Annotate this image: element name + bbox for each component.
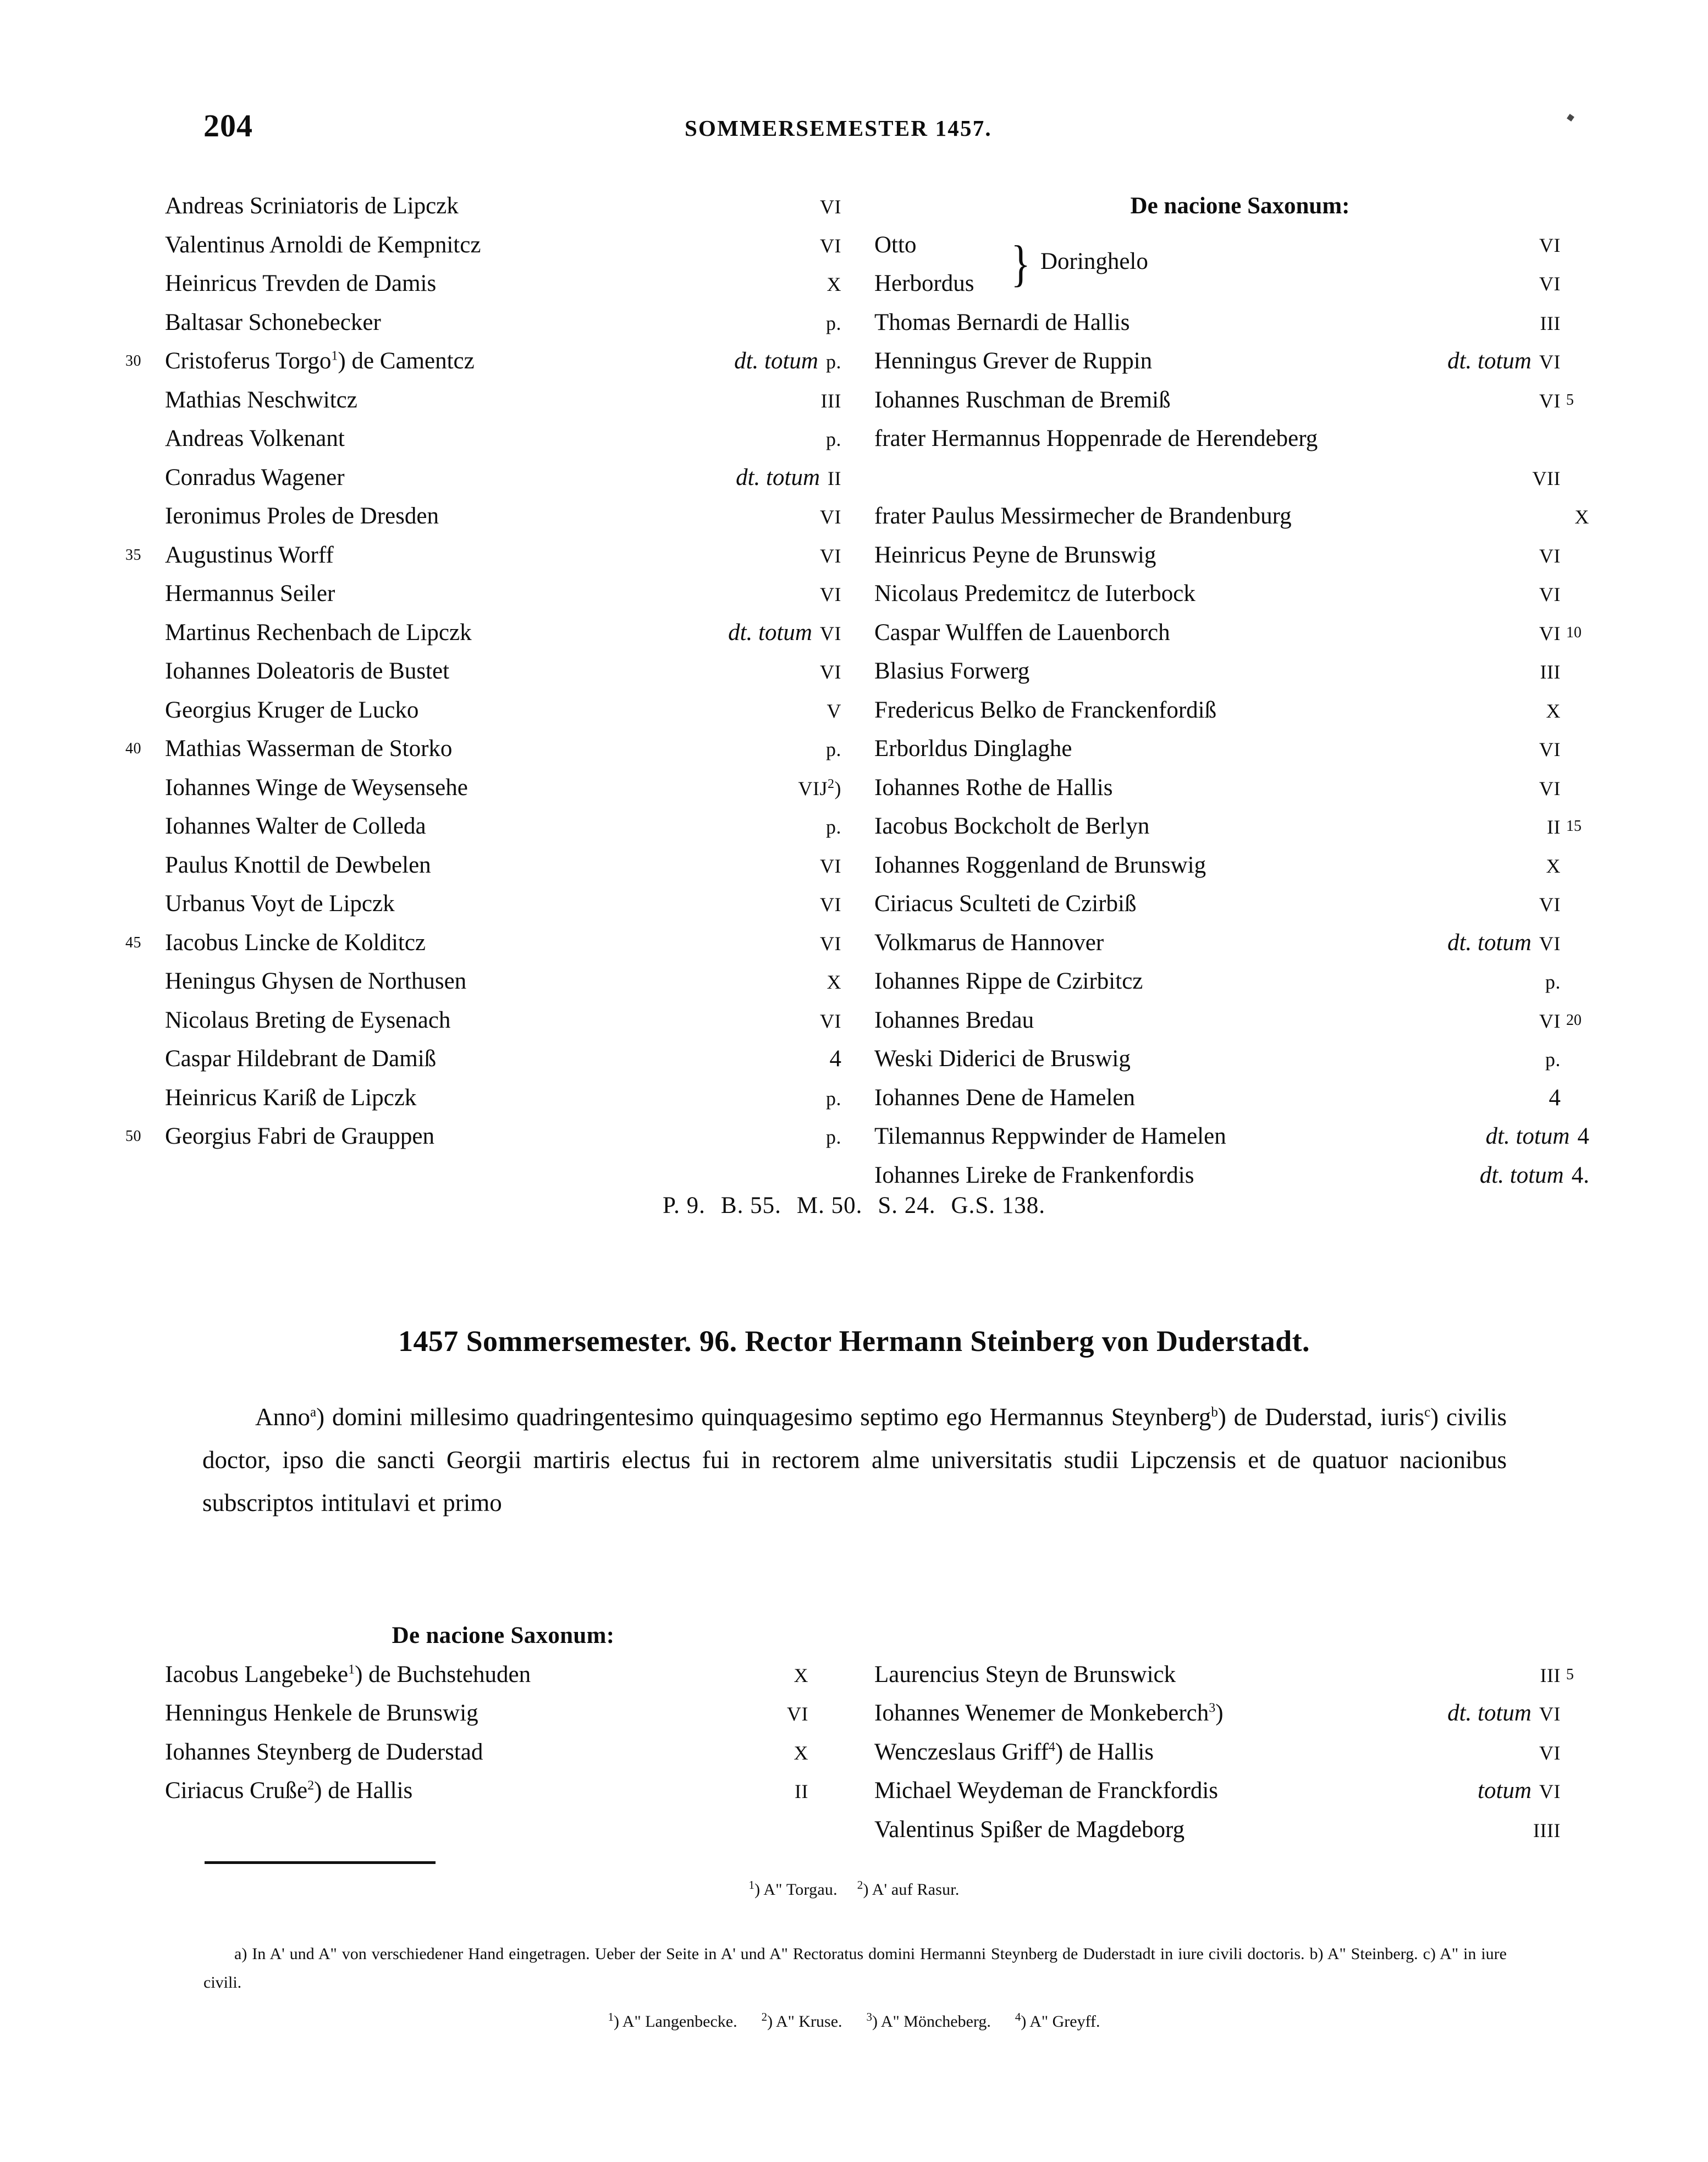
fee-value: VI — [1539, 1703, 1561, 1725]
entry-name: Henningus Henkele de Brunswig — [165, 1700, 478, 1726]
register-entry — [874, 1117, 1606, 1156]
register-entry — [874, 304, 1606, 343]
fee-value: p. — [826, 351, 841, 373]
fee-value: VI — [1539, 1741, 1561, 1764]
fee-value: X — [827, 971, 841, 993]
fee-value: VI — [1539, 1780, 1561, 1802]
fee-value: p. — [1545, 971, 1561, 993]
entry-name: Ciriacus Cruße$^2$) de Hallis — [165, 1778, 413, 1803]
fee-value: VIJ$^2$) — [798, 776, 841, 799]
line-number: 35 — [125, 546, 141, 564]
entry-fee — [1325, 1156, 1589, 1195]
entry-name: Iohannes Walter de Colleda — [165, 813, 426, 839]
entry-name: Erborldus Dinglaghe — [874, 736, 1072, 762]
register-entry — [125, 730, 841, 769]
fee-value: VI — [820, 196, 841, 218]
entry-name: Conradus Wagener — [165, 464, 345, 490]
entry-fee — [1324, 304, 1561, 343]
register-entry — [165, 226, 841, 265]
entry-fee — [1324, 1079, 1561, 1118]
footnote-item: $^3$) A" Möncheberg. — [866, 2010, 991, 2031]
entry-fee — [1325, 1117, 1589, 1156]
section-heading: 1457 Sommersemester. 96. Rector Hermann Steinberg von Duderstadt. — [398, 1325, 1310, 1358]
entry-name: Cristoferus Torgo$^1$) de Camentcz — [165, 348, 475, 374]
entry-name: Andreas Volkenant — [165, 426, 345, 451]
entry-fee — [1324, 924, 1561, 963]
fee-value: p. — [826, 312, 841, 334]
brace-name-first: Otto — [874, 231, 917, 258]
entry-fee — [588, 1733, 808, 1773]
register-entry — [165, 1656, 841, 1695]
entry-fee — [1324, 1040, 1561, 1079]
register-entry — [874, 1040, 1606, 1079]
fee-value: X — [827, 273, 841, 295]
entry-fee — [610, 264, 841, 304]
register-entry — [165, 962, 841, 1001]
register-entry — [165, 187, 841, 226]
entry-fee — [1325, 497, 1589, 537]
footnote-separator-rule — [205, 1861, 436, 1864]
footnote-item: $^1$) A" Langenbecke. — [608, 2010, 737, 2031]
footnote-ref: 3 — [1209, 1701, 1216, 1716]
entry-name: Tilemannus Reppwinder de Hamelen — [874, 1123, 1226, 1149]
fee-note: dt. totum — [1447, 929, 1531, 956]
register-entry — [874, 652, 1606, 691]
entry-name: Ieronimus Proles de Dresden — [165, 503, 439, 529]
footnote-ref-c: c — [1424, 1405, 1431, 1420]
footnote-ref-a: a — [310, 1405, 317, 1420]
brace-group — [874, 226, 1606, 304]
footnote-item: $^2$) A" Kruse. — [761, 2010, 842, 2031]
fee-value: II — [1547, 816, 1561, 838]
register-entry — [165, 1040, 841, 1079]
register-entry — [125, 924, 841, 963]
entry-fee — [1302, 1694, 1561, 1734]
register-entry — [125, 536, 841, 575]
line-number: 50 — [125, 1128, 141, 1145]
entry-fee — [610, 381, 841, 421]
register-entry — [874, 1772, 1606, 1811]
fee-value: X — [794, 1741, 808, 1764]
register-entry — [874, 885, 1606, 924]
fee-value: III — [1540, 661, 1561, 683]
register-right-column — [874, 187, 1606, 1195]
entry-name: Nicolaus Breting de Eysenach — [165, 1007, 451, 1033]
register-summary-line — [0, 1192, 1708, 1219]
entry-fee — [610, 459, 841, 498]
register-entry — [165, 614, 841, 653]
register-entry — [165, 691, 841, 730]
register-entry — [874, 1079, 1606, 1118]
entry-name: Laurencius Steyn de Brunswick — [874, 1661, 1176, 1687]
summary-token: G.S. 138. — [951, 1193, 1045, 1218]
fee-value: III — [820, 389, 841, 412]
footnote-ref: 1 — [748, 1878, 755, 1891]
line-number: 5 — [1566, 391, 1574, 409]
fee-value: VII — [1532, 467, 1561, 489]
entry-name: Iacobus Langebeke$^1$) de Buchstehuden — [165, 1661, 531, 1687]
fee-value: V — [827, 699, 841, 722]
entry-fee — [588, 1772, 808, 1811]
entry-name: Iohannes Doleatoris de Bustet — [165, 658, 450, 684]
entry-fee — [610, 691, 841, 731]
fee-value: II — [828, 467, 841, 489]
entry-name: Weski Diderici de Bruswig — [874, 1046, 1131, 1072]
fee-note: totum — [1478, 1778, 1531, 1803]
brace-name-second: Herbordus — [874, 271, 974, 296]
entry-name: Martinus Rechenbach de Lipczk — [165, 619, 472, 646]
register-entry — [165, 885, 841, 924]
entry-name: Iohannes Dene de Hamelen — [874, 1084, 1135, 1111]
line-number: 45 — [125, 934, 141, 951]
fee-value: VI — [1539, 583, 1561, 605]
folio-number: 204 — [203, 108, 253, 144]
entry-name: Iohannes Rippe de Czirbitcz — [874, 968, 1143, 994]
register-entry — [165, 459, 841, 498]
fee-value: VI — [820, 854, 841, 877]
running-title: SOMMERSEMESTER 1457. — [685, 115, 992, 141]
register-entry — [165, 381, 841, 420]
fee-value: X — [1546, 854, 1561, 877]
entry-fee — [610, 885, 841, 924]
entry-name: Mathias Neschwitcz — [165, 387, 357, 413]
register-entry — [165, 846, 841, 885]
entry-fee — [1324, 769, 1561, 808]
register-entry — [874, 614, 1606, 653]
footnote-lettered-text: a) In A' und A" von verschiedener Hand eingetragen. Ueber der Seite in A' und A" Rectoratus domini Hermanni Steynberg de Duderstadt in iure civili doctoris. b) A" Steinberg. c) A" in iure civili. — [203, 1945, 1507, 1992]
summary-token: M. 50. — [796, 1193, 863, 1218]
line-number: 20 — [1566, 1011, 1582, 1029]
register-entry — [165, 652, 841, 691]
register-entry — [874, 1694, 1606, 1733]
scan-artifact-mark — [1567, 114, 1574, 122]
register-entry — [874, 420, 1606, 497]
entry-fee — [610, 1001, 841, 1041]
register-entry — [165, 304, 841, 343]
entry-fee — [588, 1694, 808, 1734]
register-entry — [874, 769, 1606, 808]
entry-fee — [610, 1117, 841, 1157]
register-entry — [125, 1117, 841, 1156]
footnote-row-numeric-second — [0, 2012, 1708, 2031]
entry-name: Heinricus Kariß de Lipczk — [165, 1084, 417, 1111]
entry-name: Ciriacus Sculteti de Czirbiß — [874, 891, 1137, 917]
entry-fee — [1324, 652, 1561, 692]
register-entry — [165, 420, 841, 459]
fee-value: VI — [820, 583, 841, 605]
fee-value: VI — [787, 1703, 808, 1725]
entry-name: Iacobus Lincke de Kolditcz — [165, 929, 426, 956]
fee-value: X — [1574, 506, 1589, 528]
fee-value: VI — [820, 234, 841, 257]
register-entry — [125, 342, 841, 381]
entry-name: Urbanus Voyt de Lipczk — [165, 891, 395, 917]
register-entry — [874, 342, 1606, 381]
par-body-1: ) domini millesimo quadringentesimo quinquagesimo septimo ego Hermannus Steynberg$^b$) de Duderstad, iuris$^c$) civilis doctor, ipso die sancti Georgii martiris electus fui in rectorem alme universitatis studii Lipczensis et de quatuor nacionibus subscriptos intitulavi et primo — [202, 1403, 1507, 1516]
entry-fee — [1324, 730, 1561, 769]
summary-token: S. 24. — [878, 1193, 936, 1218]
register-entry — [165, 1079, 841, 1118]
footnote-row-lettered — [203, 1940, 1507, 1997]
register-entry — [165, 769, 841, 808]
fee-value: VI — [1539, 738, 1561, 760]
fee-note: dt. totum — [1485, 1123, 1570, 1149]
entry-name: Iohannes Roggenland de Brunswig — [874, 852, 1206, 878]
fee-value: 4 — [1549, 1084, 1561, 1111]
fee-note: dt. totum — [734, 348, 818, 374]
footnote-item: $^4$) A" Greyff. — [1015, 2010, 1100, 2031]
fee-note: dt. totum — [1447, 1700, 1531, 1726]
fee-value: VI — [1539, 389, 1561, 412]
entry-fee — [1324, 1001, 1561, 1041]
register-entry — [874, 924, 1606, 963]
footnote-item: $^2$) A' auf Rasur. — [857, 1878, 960, 1899]
entry-name: Fredericus Belko de Franckenfordiß — [874, 697, 1217, 723]
register2-spacer — [874, 1617, 1606, 1656]
footnote-ref: 3 — [866, 2010, 873, 2023]
entry-name: Henningus Grever de Ruppin — [874, 348, 1153, 374]
fee-value: 4. — [1571, 1162, 1589, 1188]
line-number: 5 — [1566, 1665, 1574, 1683]
entry-fee — [610, 1040, 841, 1079]
entry-fee — [1302, 1656, 1561, 1695]
fee-value: 4 — [1577, 1123, 1589, 1149]
entry-fee — [610, 924, 841, 963]
entry-name: Caspar Hildebrant de Damiß — [165, 1046, 437, 1072]
fee-value: VI — [1539, 622, 1561, 644]
line-number: 15 — [1566, 818, 1582, 835]
entry-fee — [610, 962, 841, 1002]
fee-value: VI — [820, 506, 841, 528]
entry-fee — [1302, 1733, 1561, 1773]
entry-name: Volkmarus de Hannover — [874, 929, 1104, 956]
entry-fee — [1302, 1811, 1561, 1850]
footnote-ref: 1 — [608, 2010, 614, 2023]
footnote-ref: 2 — [307, 1778, 315, 1793]
register2-nation-heading: De nacione Saxonum: — [392, 1623, 615, 1648]
entry-name: frater Paulus Messirmecher de Brandenburg — [874, 503, 1292, 529]
entry-fee — [610, 342, 841, 382]
fee-note: dt. totum — [1447, 348, 1531, 374]
line-number: 40 — [125, 740, 141, 757]
rector-statement-paragraph — [202, 1396, 1507, 1524]
entry-name: Heinricus Peyne de Brunswig — [874, 542, 1156, 568]
par-anno: Anno — [255, 1403, 310, 1431]
fee-note: dt. totum — [1479, 1162, 1564, 1188]
running-head — [0, 107, 1708, 146]
register-entry — [165, 497, 841, 536]
fee-value: VI — [1539, 894, 1561, 915]
entry-fee — [1324, 807, 1561, 847]
entry-fee — [610, 226, 841, 266]
entry-name: Thomas Bernardi de Hallis — [874, 309, 1130, 335]
entry-name: Caspar Wulffen de Lauenborch — [874, 619, 1170, 646]
fee-value: p. — [826, 428, 841, 450]
entry-fee — [1324, 381, 1561, 421]
register-entry — [165, 264, 841, 304]
entry-name: Andreas Scriniatoris de Lipczk — [165, 193, 459, 219]
entry-fee — [1324, 614, 1561, 653]
footnote-ref: 2 — [761, 2010, 768, 2023]
entry-fee — [1324, 536, 1561, 576]
entry-name: Iohannes Ruschman de Bremiß — [874, 387, 1171, 413]
footnote-ref: 2 — [828, 776, 835, 791]
nation-heading-label: De nacione Saxonum: — [1130, 193, 1350, 219]
entry-fee — [610, 304, 841, 343]
entry-fee — [610, 846, 841, 886]
register-entry — [165, 575, 841, 614]
register-left-column — [125, 187, 841, 1156]
register-entry — [165, 807, 841, 846]
brace-shared-surname: Doringhelo — [1040, 248, 1148, 274]
register2-left-column — [165, 1617, 841, 1811]
brace-fee-first: VI — [1539, 234, 1561, 256]
entry-fee — [610, 1079, 841, 1118]
register-entry — [874, 497, 1606, 536]
entry-name: Nicolaus Predemitcz de Iuterbock — [874, 581, 1195, 606]
footnote-ref-b: b — [1211, 1405, 1218, 1420]
fee-value: VI — [820, 661, 841, 683]
fee-value: VI — [1539, 351, 1561, 373]
entry-fee — [610, 497, 841, 537]
entry-fee — [610, 575, 841, 614]
register-entry — [874, 962, 1606, 1001]
entry-name: Heinricus Trevden de Damis — [165, 271, 437, 296]
register-entry — [874, 1733, 1606, 1772]
line-number: 30 — [125, 352, 141, 369]
register-entry — [874, 807, 1606, 846]
entry-fee — [610, 769, 841, 808]
entry-fee — [610, 807, 841, 847]
fee-value: II — [795, 1780, 808, 1802]
entry-name: frater Hermannus Hoppenrade de Herendeberg — [874, 426, 1318, 451]
summary-token: P. 9. — [663, 1193, 706, 1218]
fee-value: VI — [1539, 1010, 1561, 1032]
entry-name: Valentinus Spißer de Magdeborg — [874, 1816, 1185, 1843]
footnote-ref: 4 — [1015, 2010, 1021, 2023]
register-entry — [165, 1733, 841, 1772]
entry-name: Wenczeslaus Griff$^4$) de Hallis — [874, 1739, 1154, 1765]
entry-name: Iohannes Lireke de Frankenfordis — [874, 1162, 1194, 1188]
footnote-ref: 1 — [331, 349, 338, 363]
register-entry — [874, 1001, 1606, 1040]
entry-name: Michael Weydeman de Franckfordis — [874, 1778, 1219, 1803]
fee-value: X — [794, 1664, 808, 1686]
curly-brace-icon: } — [1011, 235, 1031, 291]
entry-name: Iohannes Winge de Weysensehe — [165, 774, 468, 801]
entry-name: Valentinus Arnoldi de Kempnitcz — [165, 231, 481, 258]
register-entry — [874, 691, 1606, 730]
entry-name: Georgius Fabri de Grauppen — [165, 1123, 435, 1149]
entry-fee — [610, 614, 841, 653]
fee-value: VI — [1539, 777, 1561, 799]
fee-note: dt. totum — [736, 464, 820, 490]
entry-fee — [1324, 885, 1561, 924]
entry-name: Paulus Knottil de Dewbelen — [165, 852, 431, 878]
register-entry — [874, 730, 1606, 769]
entry-fee — [1324, 846, 1561, 886]
entry-fee — [610, 420, 841, 459]
register-entry — [165, 1694, 841, 1733]
entry-fee — [1324, 342, 1561, 382]
line-number: 10 — [1566, 624, 1582, 641]
fee-value: VI — [1539, 932, 1561, 955]
entry-fee — [1324, 575, 1561, 614]
fee-value: VI — [820, 932, 841, 955]
entry-name: Blasius Forwerg — [874, 658, 1030, 684]
fee-value: X — [1546, 699, 1561, 722]
register-entry — [165, 1001, 841, 1040]
entry-name: Augustinus Worff — [165, 542, 334, 568]
fee-value: p. — [826, 1087, 841, 1110]
fee-value: 4 — [829, 1046, 841, 1072]
entry-name: Iohannes Rothe de Hallis — [874, 774, 1113, 801]
entry-fee — [610, 187, 841, 227]
entry-name: Iohannes Wenemer de Monkeberch$^3$) — [874, 1700, 1224, 1726]
register-entry — [874, 536, 1606, 575]
entry-fee — [610, 730, 841, 769]
register-entry — [165, 1772, 841, 1811]
entry-name: Iohannes Steynberg de Duderstad — [165, 1739, 483, 1765]
register-entry — [874, 1156, 1606, 1195]
fee-value: VI — [820, 622, 841, 644]
register-entry — [874, 575, 1606, 614]
summary-token: B. 55. — [720, 1193, 781, 1218]
entry-fee — [610, 652, 841, 692]
fee-value: VI — [820, 894, 841, 915]
register2-right-column — [874, 1617, 1606, 1849]
footnote-item: $^1$) A" Torgau. — [748, 1878, 838, 1899]
fee-value: p. — [826, 1126, 841, 1148]
footnote-ref: 1 — [348, 1662, 355, 1677]
register-entry — [874, 1656, 1606, 1695]
entry-fee — [1324, 962, 1561, 1002]
entry-name: Heningus Ghysen de Northusen — [165, 968, 467, 994]
nation-heading — [874, 187, 1606, 226]
entry-name: Mathias Wasserman de Storko — [165, 736, 453, 762]
entry-fee — [610, 536, 841, 576]
entry-name: Baltasar Schonebecker — [165, 309, 381, 335]
fee-value: p. — [1545, 1049, 1561, 1071]
entry-fee — [1324, 459, 1561, 498]
fee-value: p. — [826, 738, 841, 760]
entry-fee — [588, 1656, 808, 1695]
fee-value: VI — [820, 1010, 841, 1032]
register-entry — [874, 1811, 1606, 1850]
fee-value: IIII — [1533, 1819, 1561, 1841]
entry-name: Iacobus Bockcholt de Berlyn — [874, 813, 1150, 839]
register-entry — [874, 846, 1606, 885]
footnote-ref: 4 — [1048, 1740, 1055, 1755]
fee-value: p. — [826, 816, 841, 838]
brace-fee-second: VI — [1539, 273, 1561, 295]
fee-value: III — [1540, 312, 1561, 334]
footnote-row-numeric-first — [0, 1880, 1708, 1899]
entry-name: Iohannes Bredau — [874, 1007, 1034, 1033]
entry-name: Georgius Kruger de Lucko — [165, 697, 419, 723]
entry-name: Hermannus Seiler — [165, 581, 335, 606]
fee-value: VI — [820, 544, 841, 567]
fee-note: dt. totum — [728, 619, 812, 646]
register-entry — [874, 381, 1606, 420]
entry-fee — [1324, 691, 1561, 731]
fee-value: III — [1540, 1664, 1561, 1686]
footnote-ref: 2 — [857, 1878, 863, 1891]
entry-fee — [1302, 1772, 1561, 1811]
fee-value: VI — [1539, 544, 1561, 567]
